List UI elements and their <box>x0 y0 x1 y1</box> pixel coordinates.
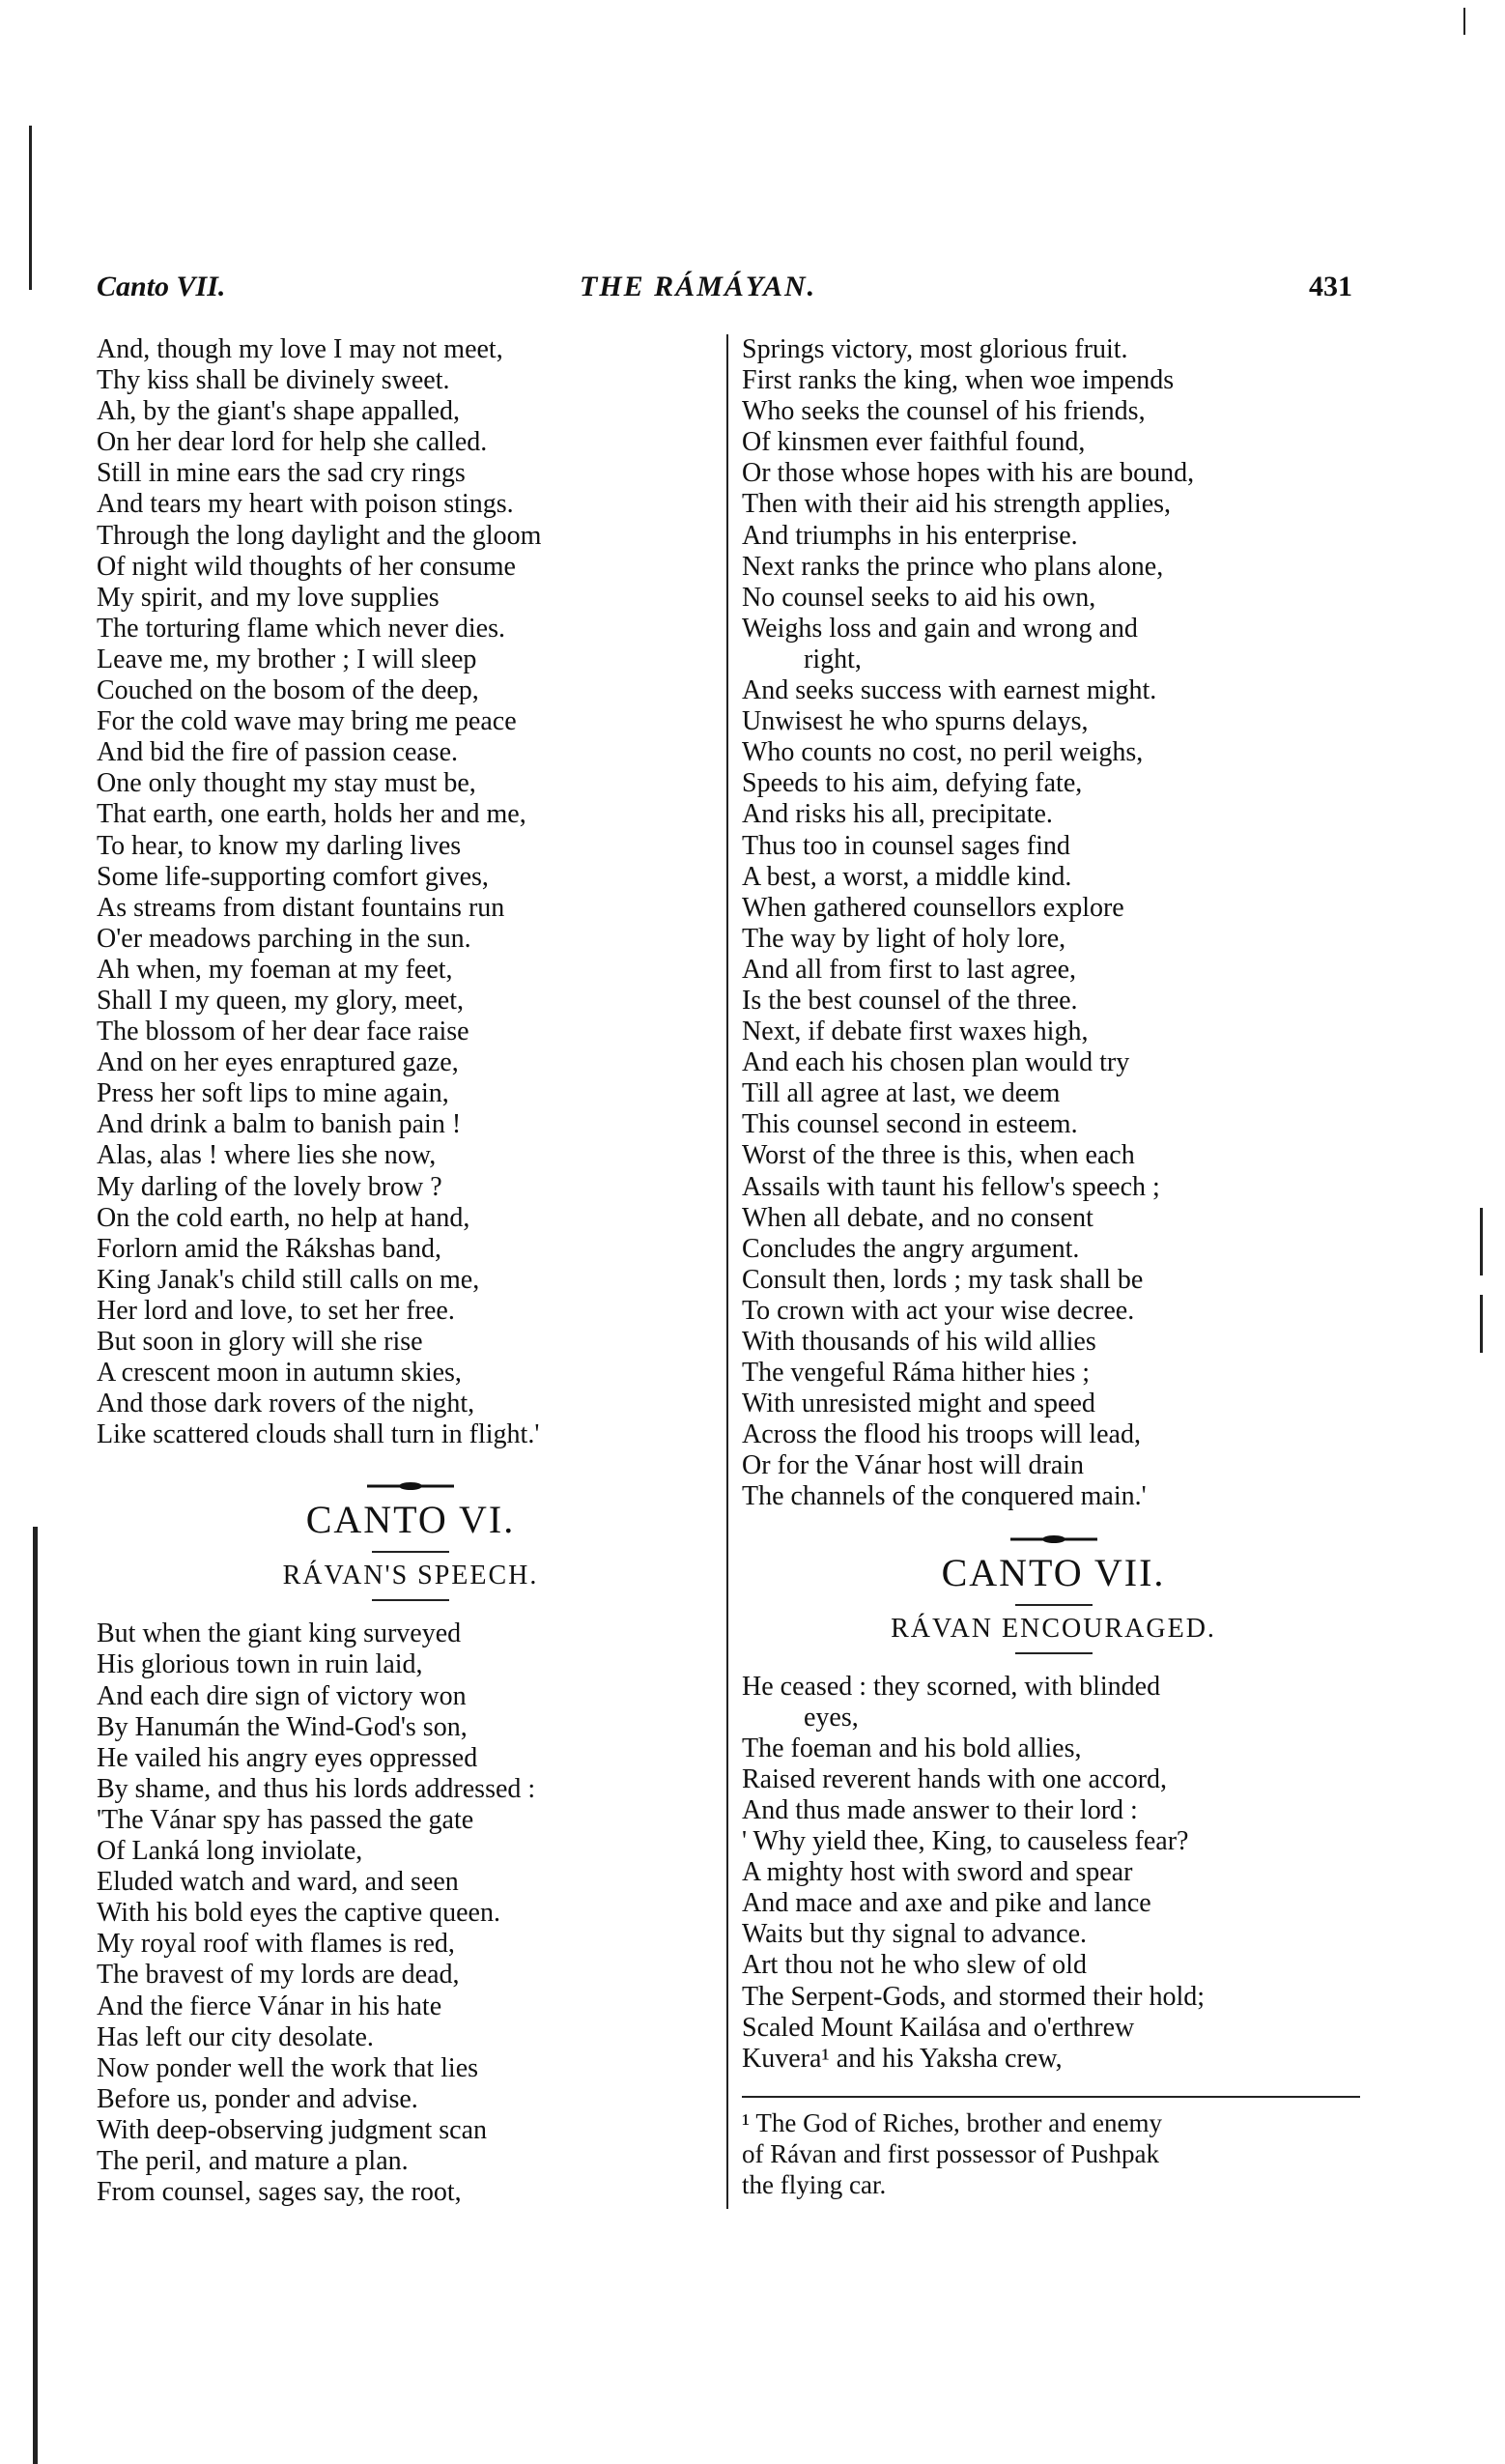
subheading-rule <box>372 1599 449 1601</box>
verse-line: Next, if debate first waxes high, <box>742 1017 1089 1047</box>
verse-line: The vengeful Ráma hither hies ; <box>742 1358 1090 1389</box>
verse-line: O'er meadows parching in the sun. <box>97 923 471 954</box>
verse-line: The torturing flame which never dies. <box>97 613 505 644</box>
verse-line: When all debate, and no consent <box>742 1202 1093 1233</box>
footnote <box>742 2107 1365 2200</box>
verse-line: Unwisest he who spurns delays, <box>742 706 1089 737</box>
verse-line: Thus too in counsel sages find <box>742 830 1070 861</box>
subheading-rule <box>1015 1652 1093 1654</box>
verse-line: And the fierce Vánar in his hate <box>97 1991 442 2021</box>
verse-line: And on her eyes enraptured gaze, <box>97 1047 459 1078</box>
verse-line: His glorious town in ruin laid, <box>97 1649 423 1680</box>
canto-subheading: RÁVAN'S SPEECH. <box>282 1561 539 1591</box>
verse-line: He vailed his angry eyes oppressed <box>97 1742 478 1773</box>
left-verse-bottom <box>97 1619 724 2208</box>
verse-line: Of Lanká long inviolate, <box>97 1836 363 1867</box>
binding-edge-lower <box>33 1527 38 2464</box>
verse-line: Or for the Vánar host will drain <box>742 1450 1085 1481</box>
margin-mark-right-2 <box>1480 1295 1483 1353</box>
verse-line: Waits but thy signal to advance. <box>742 1919 1087 1950</box>
margin-mark-top-right <box>1463 8 1465 35</box>
verse-line: Her lord and love, to set her free. <box>97 1295 455 1326</box>
verse-line: The way by light of holy lore, <box>742 923 1066 954</box>
footnote-line: ¹ The God of Riches, brother and enemy <box>742 2107 1162 2137</box>
verse-line: By Hanumán the Wind-God's son, <box>97 1711 468 1742</box>
verse-line: For the cold wave may bring me peace <box>97 706 517 737</box>
verse-line: To hear, to know my darling lives <box>97 830 462 861</box>
verse-line: Kuvera¹ and his Yaksha crew, <box>742 2043 1063 2074</box>
verse-line: To crown with act your wise decree. <box>742 1295 1135 1326</box>
verse-line: And, though my love I may not meet, <box>97 334 503 364</box>
verse-line: Couched on the bosom of the deep, <box>97 675 479 706</box>
verse-line: Springs victory, most glorious fruit. <box>742 334 1128 364</box>
verse-line: Worst of the three is this, when each <box>742 1140 1135 1171</box>
running-header <box>97 271 1352 309</box>
verse-line: On her dear lord for help she called. <box>97 427 488 458</box>
verse-line: With his bold eyes the captive queen. <box>97 1898 500 1929</box>
verse-line: Is the best counsel of the three. <box>742 985 1078 1016</box>
verse-line: Ah, by the giant's shape appalled, <box>97 396 460 427</box>
footnote-rule <box>742 2096 1360 2098</box>
verse-line: Of night wild thoughts of her consume <box>97 551 516 582</box>
verse-line: Art thou not he who slew of old <box>742 1950 1087 1981</box>
verse-line: But soon in glory will she rise <box>97 1327 423 1357</box>
verse-line: Ah when, my foeman at my feet, <box>97 954 453 985</box>
verse-line: Now ponder well the work that lies <box>97 2052 479 2083</box>
verse-line: And those dark rovers of the night, <box>97 1389 475 1419</box>
verse-line: With deep-observing judgment scan <box>97 2114 487 2145</box>
verse-line: And all from first to last agree, <box>742 954 1077 985</box>
verse-line: A mighty host with sword and spear <box>742 1857 1133 1888</box>
canto-heading: CANTO VI. <box>305 1498 516 1542</box>
verse-line: Next ranks the prince who plans alone, <box>742 551 1164 582</box>
footnote-line: the flying car. <box>742 2169 887 2199</box>
verse-line: A crescent moon in autumn skies, <box>97 1358 462 1389</box>
verse-line: By shame, and thus his lords addressed : <box>97 1773 536 1804</box>
verse-line: 'The Vánar spy has passed the gate <box>97 1804 474 1835</box>
verse-line: My darling of the lovely brow ? <box>97 1171 442 1202</box>
verse-line: Press her soft lips to mine again, <box>97 1078 449 1109</box>
verse-line: The blossom of her dear face raise <box>97 1017 469 1047</box>
verse-line: Then with their aid his strength applies, <box>742 489 1172 520</box>
section-ornament-icon <box>1010 1533 1097 1546</box>
header-title: THE RÁMÁYAN. <box>580 271 817 302</box>
verse-line: The Serpent-Gods, and stormed their hold; <box>742 1981 1206 2012</box>
verse-line: And risks his all, precipitate. <box>742 799 1053 830</box>
right-verse-top <box>742 334 1365 1513</box>
verse-line: With thousands of his wild allies <box>742 1327 1096 1357</box>
verse-line: And triumphs in his enterprise. <box>742 520 1078 551</box>
verse-line: The channels of the conquered main.' <box>742 1481 1147 1512</box>
verse-line: Raised reverent hands with one accord, <box>742 1763 1168 1794</box>
verse-line: Still in mine ears the sad cry rings <box>97 458 466 489</box>
verse-line: Who counts no cost, no peril weighs, <box>742 737 1144 768</box>
verse-line: No counsel seeks to aid his own, <box>742 582 1096 613</box>
verse-line: Weighs loss and gain and wrong and <box>742 613 1138 644</box>
verse-line: Till all agree at last, we deem <box>742 1078 1061 1109</box>
verse-line: Concludes the angry argument. <box>742 1233 1080 1264</box>
verse-line: Thy kiss shall be divinely sweet. <box>97 365 450 396</box>
verse-line: Forlorn amid the Rákshas band, <box>97 1233 441 1264</box>
verse-line: And each dire sign of victory won <box>97 1680 467 1711</box>
header-canto: Canto VII. <box>97 271 226 302</box>
verse-line: Across the flood his troops will lead, <box>742 1419 1141 1450</box>
verse-line: This counsel second in esteem. <box>742 1109 1078 1140</box>
verse-line: A best, a worst, a middle kind. <box>742 861 1072 892</box>
footnote-line: of Rávan and first possessor of Pushpak <box>742 2138 1159 2168</box>
margin-mark-right-1 <box>1480 1208 1483 1275</box>
verse-line: He ceased : they scorned, with blinded <box>742 1671 1161 1702</box>
verse-line: The bravest of my lords are dead, <box>97 1960 460 1991</box>
verse-line: That earth, one earth, holds her and me, <box>97 799 526 830</box>
binding-edge <box>29 126 32 290</box>
verse-line: And each his chosen plan would try <box>742 1047 1130 1078</box>
verse-line: And thus made answer to their lord : <box>742 1794 1138 1825</box>
verse-line: Leave me, my brother ; I will sleep <box>97 644 477 674</box>
verse-line: Shall I my queen, my glory, meet, <box>97 985 464 1016</box>
canto-heading: CANTO VII. <box>941 1550 1166 1594</box>
verse-line: First ranks the king, when woe impends <box>742 365 1175 396</box>
heading-rule <box>1015 1604 1093 1606</box>
verse-line: Like scattered clouds shall turn in flight.' <box>97 1419 540 1450</box>
canto-subheading: RÁVAN ENCOURAGED. <box>891 1613 1216 1644</box>
verse-line: Of kinsmen ever faithful found, <box>742 427 1086 458</box>
left-verse-top <box>97 334 724 1450</box>
verse-line: On the cold earth, no help at hand, <box>97 1202 470 1233</box>
verse-line: And tears my heart with poison stings. <box>97 489 514 520</box>
verse-line: King Janak's child still calls on me, <box>97 1264 480 1295</box>
verse-line: My royal roof with flames is red, <box>97 1929 455 1960</box>
column-divider <box>726 334 728 2209</box>
page-number: 431 <box>1309 271 1352 302</box>
verse-line: eyes, <box>804 1702 859 1733</box>
verse-line: Scaled Mount Kailása and o'erthrew <box>742 2012 1135 2043</box>
verse-line: And mace and axe and pike and lance <box>742 1888 1151 1919</box>
verse-line: right, <box>804 644 862 674</box>
verse-line: From counsel, sages say, the root, <box>97 2177 462 2208</box>
section-ornament-icon <box>367 1479 454 1493</box>
verse-line: And seeks success with earnest might. <box>742 675 1157 706</box>
verse-line: And bid the fire of passion cease. <box>97 737 458 768</box>
verse-line: Eluded watch and ward, and seen <box>97 1867 459 1898</box>
verse-line: The peril, and mature a plan. <box>97 2145 409 2176</box>
verse-line: Alas, alas ! where lies she now, <box>97 1140 437 1171</box>
verse-line: The foeman and his bold allies, <box>742 1733 1082 1763</box>
verse-line: Some life-supporting comfort gives, <box>97 861 489 892</box>
left-column <box>97 334 724 2208</box>
verse-line: And drink a balm to banish pain ! <box>97 1109 462 1140</box>
verse-line: Before us, ponder and advise. <box>97 2083 418 2114</box>
verse-line: With unresisted might and speed <box>742 1389 1095 1419</box>
right-column <box>742 334 1365 2200</box>
verse-line: My spirit, and my love supplies <box>97 582 440 613</box>
verse-line: Consult then, lords ; my task shall be <box>742 1264 1144 1295</box>
verse-line: But when the giant king surveyed <box>97 1619 462 1649</box>
verse-line: When gathered counsellors explore <box>742 892 1124 923</box>
verse-line: Or those whose hopes with his are bound, <box>742 458 1195 489</box>
verse-line: As streams from distant fountains run <box>97 892 505 923</box>
verse-line: Assails with taunt his fellow's speech ; <box>742 1171 1160 1202</box>
verse-line: Speeds to his aim, defying fate, <box>742 768 1083 799</box>
verse-line: ' Why yield thee, King, to causeless fear? <box>742 1826 1189 1857</box>
verse-line: Through the long daylight and the gloom <box>97 520 542 551</box>
verse-line: Who seeks the counsel of his friends, <box>742 396 1146 427</box>
heading-rule <box>372 1551 449 1553</box>
right-verse-bottom <box>742 1672 1365 2075</box>
verse-line: One only thought my stay must be, <box>97 768 476 799</box>
verse-line: Has left our city desolate. <box>97 2021 374 2052</box>
